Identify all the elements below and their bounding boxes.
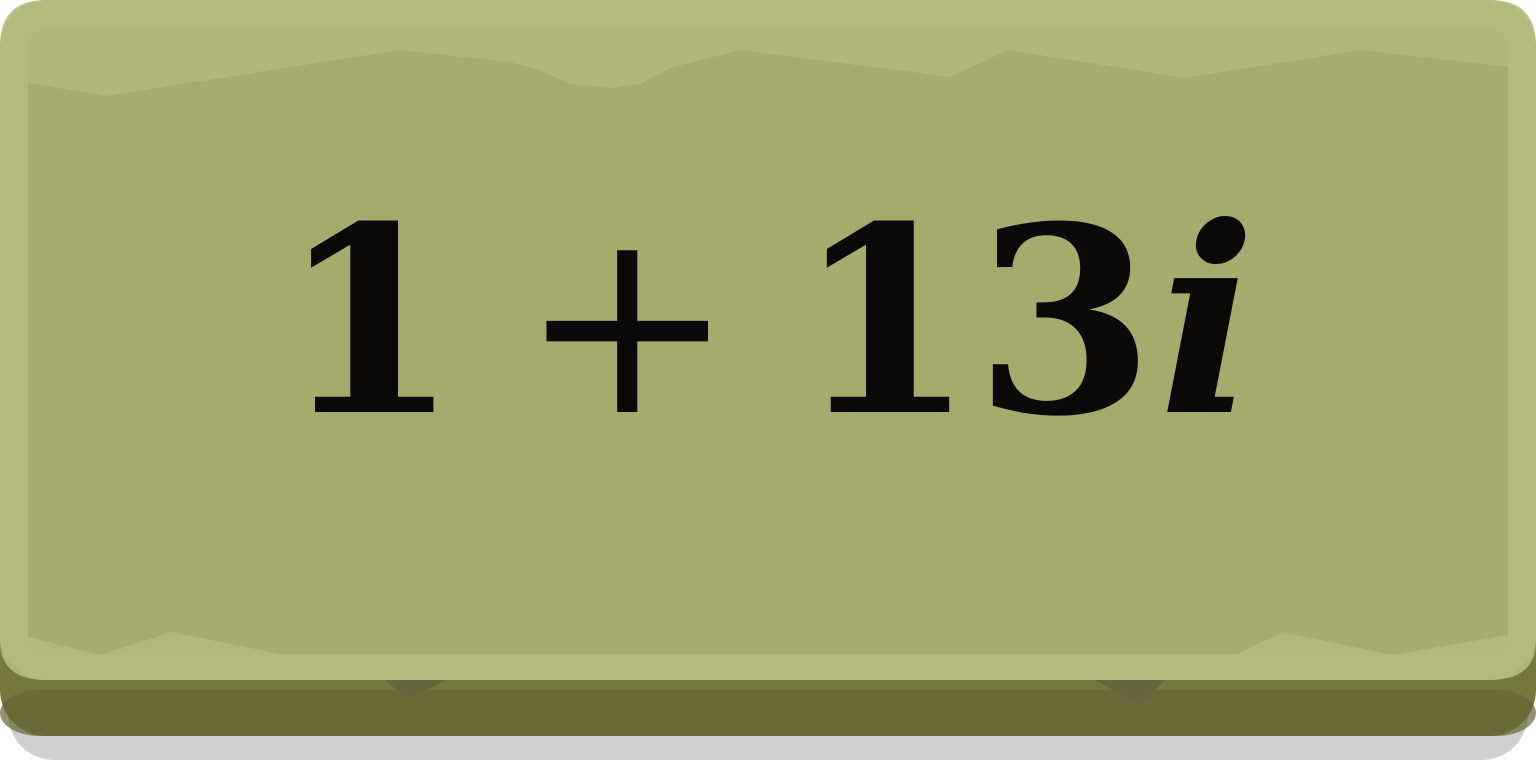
- real-part: 1: [279, 169, 460, 473]
- imaginary-coefficient: 13: [795, 169, 1155, 473]
- tile-base-bottom-shade: [0, 690, 1536, 736]
- imaginary-unit: i: [1158, 169, 1257, 473]
- plus-operator: +: [519, 172, 736, 473]
- complex-number-expression: [279, 169, 1257, 473]
